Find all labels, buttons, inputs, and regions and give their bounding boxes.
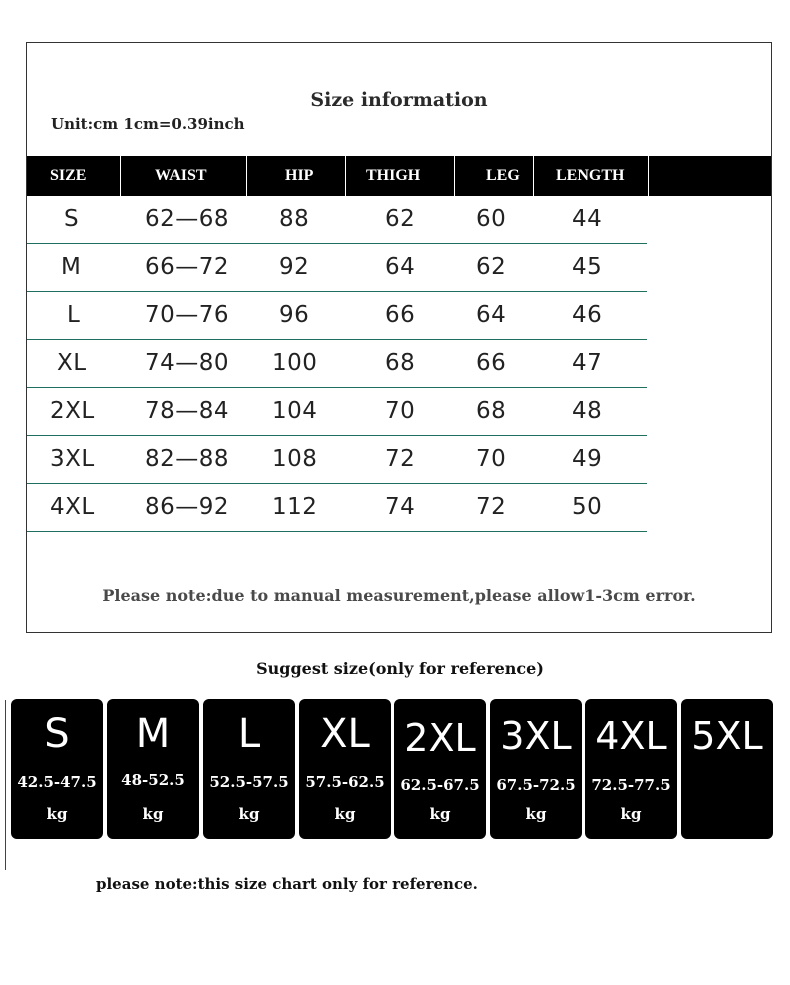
cell-length: 47 bbox=[572, 350, 603, 376]
card-size-label: 4XL bbox=[595, 714, 667, 758]
left-divider bbox=[5, 700, 6, 870]
table-header bbox=[27, 156, 771, 196]
cell-thigh: 68 bbox=[385, 350, 416, 376]
cell-hip: 104 bbox=[272, 398, 318, 424]
measurement-note: Please note:due to manual measurement,please allow1-3cm error. bbox=[102, 586, 696, 605]
header-thigh: THIGH bbox=[366, 167, 421, 184]
cell-length: 48 bbox=[572, 398, 603, 424]
card-weight-unit: kg bbox=[46, 805, 68, 823]
card-size-label: 3XL bbox=[500, 714, 572, 758]
cell-waist: 86—92 bbox=[145, 494, 230, 520]
card-size-label: M bbox=[135, 711, 171, 757]
card-weight-unit: kg bbox=[238, 805, 260, 823]
cell-leg: 70 bbox=[476, 446, 507, 472]
cell-leg: 66 bbox=[476, 350, 507, 376]
card-weight: 67.5-72.5 bbox=[496, 776, 576, 794]
cell-waist: 62—68 bbox=[145, 206, 230, 232]
card-size-label: 2XL bbox=[404, 716, 476, 760]
size-card-s bbox=[11, 699, 103, 839]
header-size: SIZE bbox=[50, 167, 87, 184]
size-card-l bbox=[203, 699, 295, 839]
cell-thigh: 74 bbox=[385, 494, 416, 520]
card-weight-unit: kg bbox=[620, 805, 642, 823]
reference-note: please note:this size chart only for reference. bbox=[96, 875, 478, 893]
cell-size: 2XL bbox=[50, 398, 95, 424]
cell-length: 45 bbox=[572, 254, 603, 280]
cell-leg: 72 bbox=[476, 494, 507, 520]
unit-label: Unit:cm 1cm=0.39inch bbox=[51, 115, 245, 133]
cell-waist: 70—76 bbox=[145, 302, 230, 328]
card-weight-unit: kg bbox=[142, 805, 164, 823]
cell-leg: 62 bbox=[476, 254, 507, 280]
cell-hip: 88 bbox=[279, 206, 310, 232]
cell-size: S bbox=[64, 206, 80, 232]
header-length: LENGTH bbox=[556, 167, 625, 184]
card-size-label: S bbox=[44, 711, 70, 757]
cell-size: M bbox=[61, 254, 82, 280]
table-row bbox=[27, 244, 771, 292]
chart-title: Size information bbox=[310, 89, 488, 111]
card-weight: 42.5-47.5 bbox=[17, 773, 97, 791]
card-size-label: XL bbox=[320, 711, 370, 757]
size-card-5xl bbox=[681, 699, 773, 839]
cell-leg: 60 bbox=[476, 206, 507, 232]
size-card-4xl bbox=[585, 699, 677, 839]
table-row bbox=[27, 484, 771, 532]
cell-leg: 64 bbox=[476, 302, 507, 328]
cell-size: XL bbox=[57, 350, 87, 376]
size-card-xl bbox=[299, 699, 391, 839]
table-row bbox=[27, 196, 771, 244]
card-weight: 52.5-57.5 bbox=[209, 773, 289, 791]
size-card-3xl bbox=[490, 699, 582, 839]
header-leg: LEG bbox=[486, 167, 520, 184]
cell-hip: 112 bbox=[272, 494, 318, 520]
card-weight: 72.5-77.5 bbox=[591, 776, 671, 794]
cell-length: 49 bbox=[572, 446, 603, 472]
card-weight: 62.5-67.5 bbox=[400, 776, 480, 794]
cell-waist: 78—84 bbox=[145, 398, 230, 424]
size-card-2xl bbox=[394, 699, 486, 839]
size-card-m bbox=[107, 699, 199, 839]
table-row bbox=[27, 388, 771, 436]
header-divider bbox=[345, 156, 346, 196]
card-weight: 57.5-62.5 bbox=[305, 773, 385, 791]
cell-length: 50 bbox=[572, 494, 603, 520]
cell-waist: 74—80 bbox=[145, 350, 230, 376]
card-weight-unit: kg bbox=[429, 805, 451, 823]
cell-hip: 92 bbox=[279, 254, 310, 280]
cell-thigh: 72 bbox=[385, 446, 416, 472]
cell-waist: 66—72 bbox=[145, 254, 230, 280]
card-weight-unit: kg bbox=[334, 805, 356, 823]
cell-thigh: 66 bbox=[385, 302, 416, 328]
cell-thigh: 62 bbox=[385, 206, 416, 232]
card-size-label: L bbox=[237, 711, 261, 757]
cell-size: 4XL bbox=[50, 494, 95, 520]
size-chart bbox=[26, 42, 772, 633]
cell-length: 44 bbox=[572, 206, 603, 232]
cell-size: L bbox=[67, 302, 81, 328]
header-divider bbox=[454, 156, 455, 196]
cell-hip: 108 bbox=[272, 446, 318, 472]
cell-hip: 96 bbox=[279, 302, 310, 328]
cell-hip: 100 bbox=[272, 350, 318, 376]
table-row bbox=[27, 340, 771, 388]
table-row bbox=[27, 292, 771, 340]
cell-size: 3XL bbox=[50, 446, 95, 472]
header-divider bbox=[120, 156, 121, 196]
cell-thigh: 64 bbox=[385, 254, 416, 280]
cell-leg: 68 bbox=[476, 398, 507, 424]
card-weight-unit: kg bbox=[525, 805, 547, 823]
cell-waist: 82—88 bbox=[145, 446, 230, 472]
suggest-title: Suggest size(only for reference) bbox=[256, 659, 544, 678]
row-divider bbox=[27, 531, 647, 532]
header-divider bbox=[246, 156, 247, 196]
header-divider bbox=[533, 156, 534, 196]
header-hip: HIP bbox=[285, 167, 314, 184]
card-weight: 48-52.5 bbox=[121, 771, 185, 789]
card-size-label: 5XL bbox=[691, 714, 763, 758]
table-row bbox=[27, 436, 771, 484]
cell-length: 46 bbox=[572, 302, 603, 328]
header-divider bbox=[648, 156, 649, 196]
cell-thigh: 70 bbox=[385, 398, 416, 424]
header-waist: WAIST bbox=[155, 167, 207, 184]
